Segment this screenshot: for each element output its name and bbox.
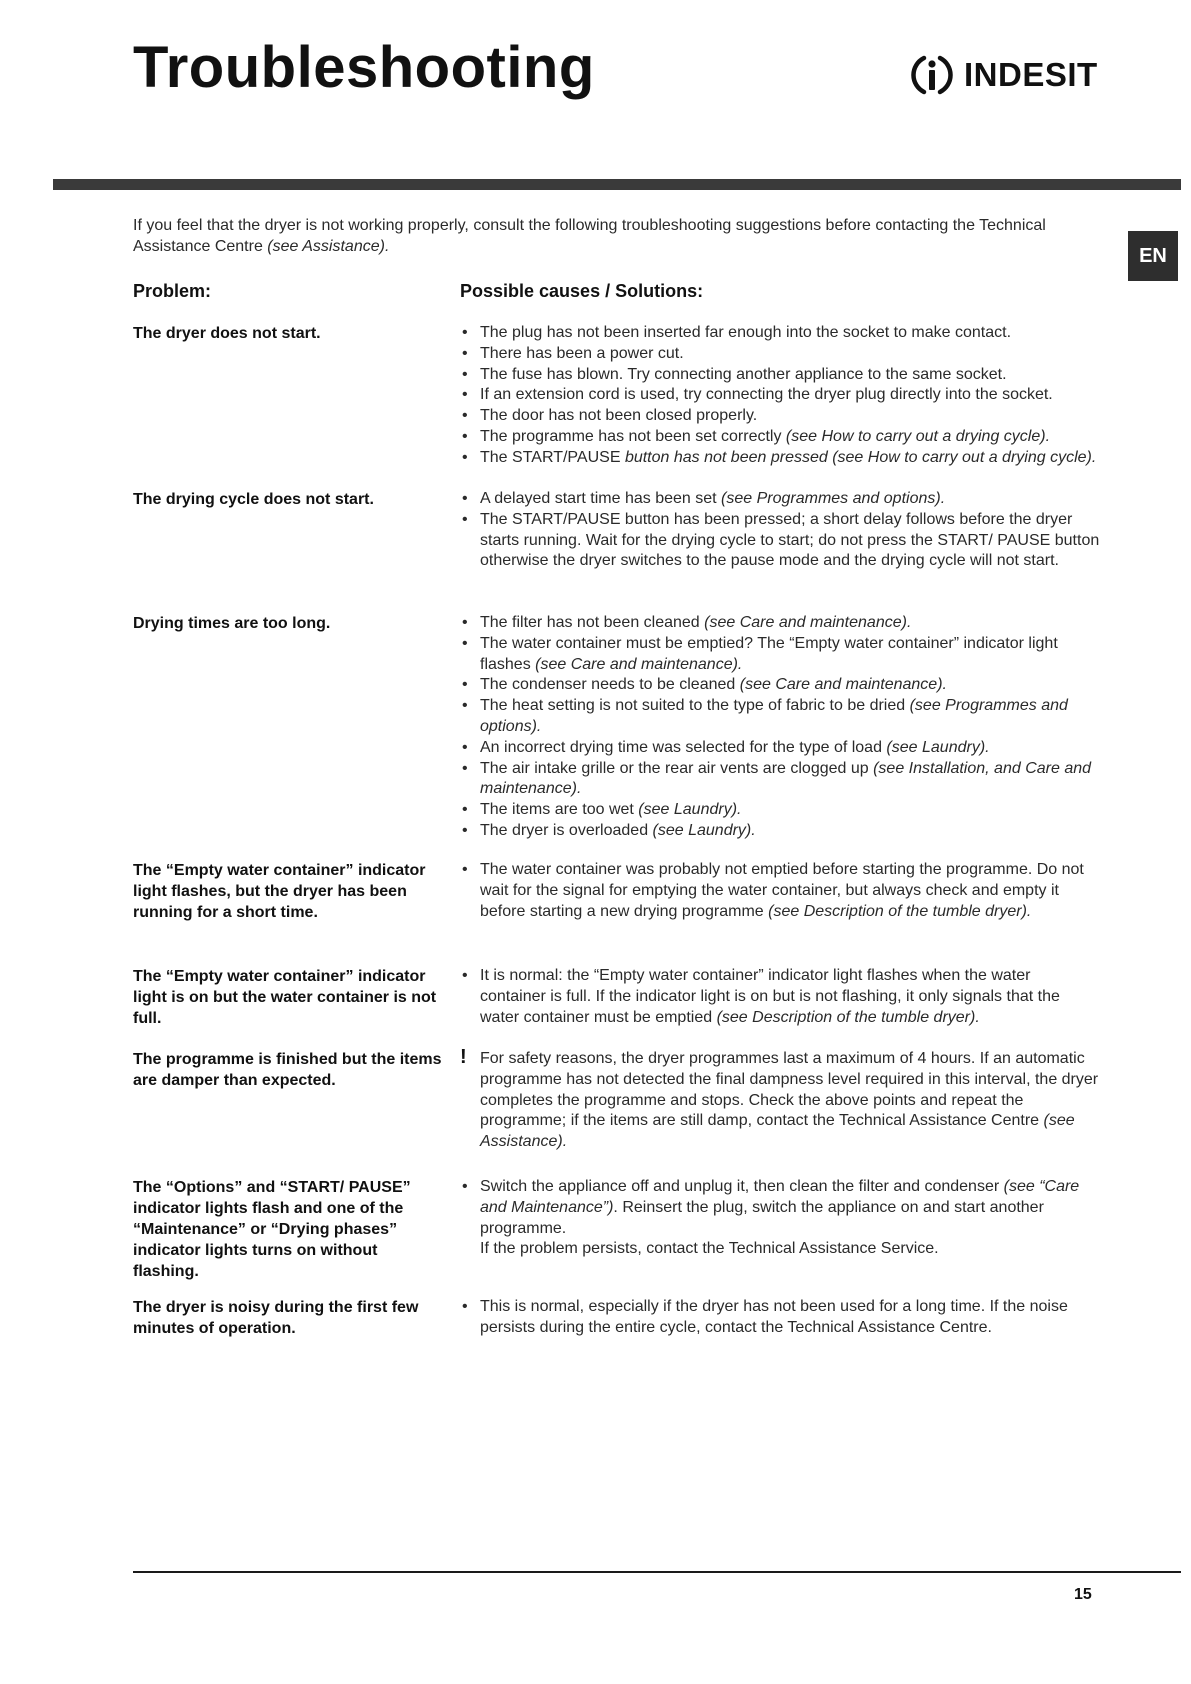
brand-logo <box>908 50 1098 100</box>
problem-items-damp: The programme is finished but the items are damper than expected. <box>133 1051 442 1089</box>
problem-light-on-not-full: The “Empty water container” indicator light is on but the water container is not full. <box>133 968 437 1027</box>
list-item: • The items are too wet (see Laundry). <box>460 800 1100 821</box>
list-item: • The heat setting is not suited to the type of fabric to be dried (see Programmes and options). <box>460 696 1100 738</box>
list-item: • There has been a power cut. <box>460 344 1100 365</box>
page-number: 15 <box>1074 1586 1092 1603</box>
intro-reference: (see Assistance). <box>267 238 390 255</box>
solutions-cycle-not-start <box>460 489 1100 572</box>
list-item: • The condenser needs to be cleaned (see Care and maintenance). <box>460 675 1100 696</box>
solutions-indicator-lights-flash <box>460 1177 1100 1260</box>
warning-icon: ! <box>460 1046 467 1068</box>
list-item: • If an extension cord is used, try connecting the dryer plug directly into the socket. <box>460 385 1100 406</box>
header-divider-bar <box>53 179 1181 190</box>
list-item: • The water container was probably not emptied before starting the programme. Do not wait for the signal for emptying the water container, but always check and empty it before starting a new drying programme (see Description of the tumble dryer). <box>460 860 1100 922</box>
solutions-dryer-not-start <box>460 323 1100 469</box>
list-item: • The START/PAUSE button has been pressed; a short delay follows before the dryer starts running. Wait for the drying cycle to start; do not press the START/ PAUSE button otherwise the dryer switches to the pause mode and the drying cycle will not start. <box>460 510 1100 572</box>
extra-note: If the problem persists, contact the Technical Assistance Service. <box>480 1240 939 1258</box>
problem-dryer-noisy: The dryer is noisy during the first few minutes of operation. <box>133 1299 419 1337</box>
intro-paragraph <box>133 215 1103 257</box>
problem-dryer-not-start: The dryer does not start. <box>133 325 321 342</box>
solutions-light-flashes-short-run <box>460 860 1100 922</box>
problem-drying-too-long: Drying times are too long. <box>133 615 331 632</box>
brand-name: INDESIT <box>964 56 1098 93</box>
list-item: • The water container must be emptied? The “Empty water container” indicator light flashes (see Care and maintenance). <box>460 634 1100 676</box>
list-item: • The programme has not been set correctly (see How to carry out a drying cycle). <box>460 427 1100 448</box>
list-item: • The dryer is overloaded (see Laundry). <box>460 821 1100 842</box>
intro-text: If you feel that the dryer is not working properly, consult the following troubleshooting suggestions before contacting the Technical Assistance Centre <box>133 217 1046 255</box>
list-item: • The START/PAUSE button has not been pressed (see How to carry out a drying cycle). <box>460 448 1100 469</box>
list-item: • A delayed start time has been set (see Programmes and options). <box>460 489 1100 510</box>
page-title: Troubleshooting <box>133 35 595 100</box>
solutions-column-header: Possible causes / Solutions: <box>460 281 704 301</box>
list-item: • The air intake grille or the rear air vents are clogged up (see Installation, and Care and maintenance). <box>460 759 1100 801</box>
list-item: • Switch the appliance off and unplug it, then clean the filter and condenser (see “Care and Maintenance”). Reinsert the plug, switch the appliance on and start another programme. <box>460 1177 1100 1239</box>
list-item: • The fuse has blown. Try connecting another appliance to the same socket. <box>460 365 1100 386</box>
solutions-light-on-not-full <box>460 966 1100 1028</box>
list-item: • The door has not been closed properly. <box>460 406 1100 427</box>
list-item: • The plug has not been inserted far enough into the socket to make contact. <box>460 323 1100 344</box>
problem-light-flashes-short-run: The “Empty water container” indicator light flashes, but the dryer has been running for a short time. <box>133 862 426 921</box>
solutions-drying-too-long <box>460 613 1100 842</box>
problem-indicator-lights-flash: The “Options” and “START/ PAUSE” indicator lights flash and one of the “Maintenance” or “Drying phases” indicator lights turns on without flashing. <box>133 1179 411 1280</box>
warning-items-damp: ! For safety reasons, the dryer programmes last a maximum of 4 hours. If an automatic programme has not detected the final dampness level required in this interval, the dryer completes the programme and stops. Check the above points and repeat the programme; if the items are still damp, contact the Technical Assistance Centre (see Assistance). <box>460 1046 1099 1151</box>
list-item: • This is normal, especially if the dryer has not been used for a long time. If the noise persists during the entire cycle, contact the Technical Assistance Centre. <box>460 1297 1100 1339</box>
list-item: • It is normal: the “Empty water container” indicator light flashes when the water container is full. If the indicator light is on but is not flashing, it only signals that the water container must be emptied (see Description of the tumble dryer). <box>460 966 1100 1028</box>
problem-cycle-not-start: The drying cycle does not start. <box>133 491 374 508</box>
footer-divider <box>133 1571 1181 1573</box>
solutions-dryer-noisy <box>460 1297 1100 1339</box>
list-item: • The filter has not been cleaned (see Care and maintenance). <box>460 613 1100 634</box>
problem-column-header: Problem: <box>133 281 212 301</box>
language-tab[interactable]: EN <box>1128 231 1178 281</box>
list-item: • An incorrect drying time was selected for the type of load (see Laundry). <box>460 738 1100 759</box>
indesit-logo-icon <box>908 51 956 99</box>
